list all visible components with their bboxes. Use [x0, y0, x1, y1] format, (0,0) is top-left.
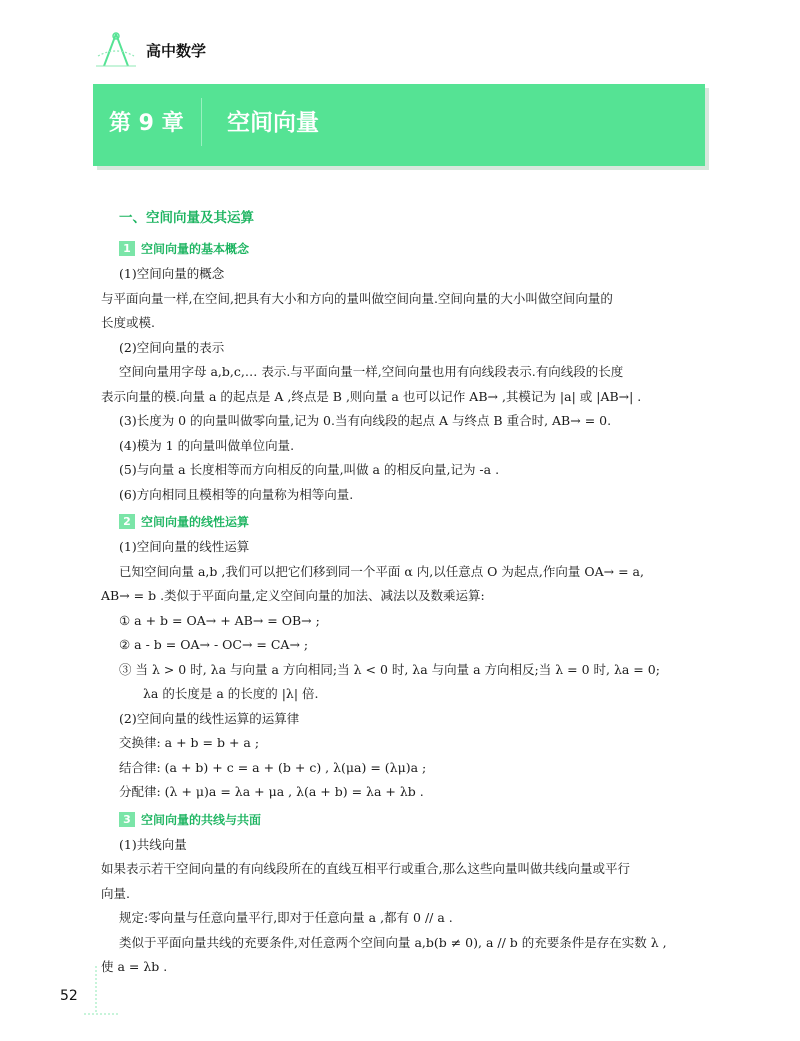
text-line: 交换律: a + b = b + a ; [119, 735, 260, 750]
chapter-number: 第 9 章 [109, 111, 184, 136]
text-line: ① a + b = OA→ + AB→ = OB→ ; [119, 612, 320, 628]
text-line: 与平面向量一样,在空间,把具有大小和方向的量叫做空间向量.空间向量的大小叫做空间向量的 [101, 290, 613, 306]
text-line: (3)长度为 0 的向量叫做零向量,记为 0.当有向线段的起点 A 与终点 B 重合时, AB→ = 0. [119, 413, 612, 428]
subsection-heading [119, 513, 709, 531]
text-line: ② a - b = OA→ - OC→ = CA→ ; [119, 637, 309, 652]
subsection-number: 2 [119, 514, 135, 529]
text-line: (2)空间向量的表示 [119, 339, 225, 355]
text-line: 结合律: (a + b) + c = a + (b + c) , λ(μa) = (λμ)a ; [119, 759, 427, 775]
text-line: 类似于平面向量共线的充要条件,对任意两个空间向量 a,b(b ≠ 0), a // b 的充要条件是存在实数 λ , [119, 934, 667, 950]
text-line: 如果表示若干空间向量的有向线段所在的直线互相平行或重合,那么这些向量叫做共线向量或平行 [101, 861, 630, 876]
subsection-title: 空间向量的线性运算 [141, 515, 250, 529]
page-content [101, 200, 709, 980]
text-line: 分配律: (λ + μ)a = λa + μa , λ(a + b) = λa + λb . [119, 784, 424, 799]
text-line: (1)空间向量的概念 [119, 266, 225, 281]
text-line: (2)空间向量的线性运算的运算律 [119, 710, 300, 726]
text-line: 使 a = λb . [101, 959, 168, 974]
subsection-title: 空间向量的基本概念 [141, 242, 250, 256]
axis-decoration-icon [82, 962, 122, 1022]
text-line: (5)与向量 a 长度相等而方向相反的向量,叫做 a 的相反向量,记为 -a . [119, 462, 500, 477]
text-line: ③ 当 λ > 0 时, λa 与向量 a 方向相同;当 λ < 0 时, λa 与向量 a 方向相反;当 λ = 0 时, λa = 0; [119, 661, 660, 677]
banner-divider [201, 98, 202, 146]
compass-logo-icon [94, 30, 138, 70]
text-line: 表示向量的模.向量 a 的起点是 A ,终点是 B ,则向量 a 也可以记作 AB→ ,其模记为 |a| 或 |AB→| . [101, 388, 642, 404]
subsection-number: 3 [119, 812, 135, 827]
page-number: 52 [60, 988, 78, 1004]
text-line: 向量. [101, 885, 130, 901]
chapter-banner [93, 84, 705, 166]
text-line: (4)模为 1 的向量叫做单位向量. [119, 437, 295, 453]
text-line: (1)共线向量 [119, 836, 187, 852]
text-line: 规定:零向量与任意向量平行,即对于任意向量 a ,都有 0 // a . [119, 910, 453, 925]
book-title: 高中数学 [146, 42, 207, 60]
text-line: 已知空间向量 a,b ,我们可以把它们移到同一个平面 α 内,以任意点 O 为起点,作向量 OA→ = a, [119, 563, 644, 579]
subsection-number: 1 [119, 241, 135, 256]
subsection-heading [119, 811, 709, 829]
text-line: (1)空间向量的线性运算 [119, 539, 250, 554]
section-heading: 一、空间向量及其运算 [119, 210, 254, 226]
subsection-title: 空间向量的共线与共面 [141, 812, 262, 827]
subsection-heading [119, 240, 709, 258]
text-line: 长度或模. [101, 315, 155, 330]
text-line: AB→ = b .类似于平面向量,定义空间向量的加法、减法以及数乘运算: [101, 588, 485, 603]
text-line: λa 的长度是 a 的长度的 |λ| 倍. [143, 686, 319, 701]
text-line: 空间向量用字母 a,b,c,… 表示.与平面向量一样,空间向量也用有向线段表示.有向线段的长度 [119, 364, 624, 379]
chapter-title: 空间向量 [227, 110, 319, 136]
text-line: (6)方向相同且模相等的向量称为相等向量. [119, 486, 354, 502]
